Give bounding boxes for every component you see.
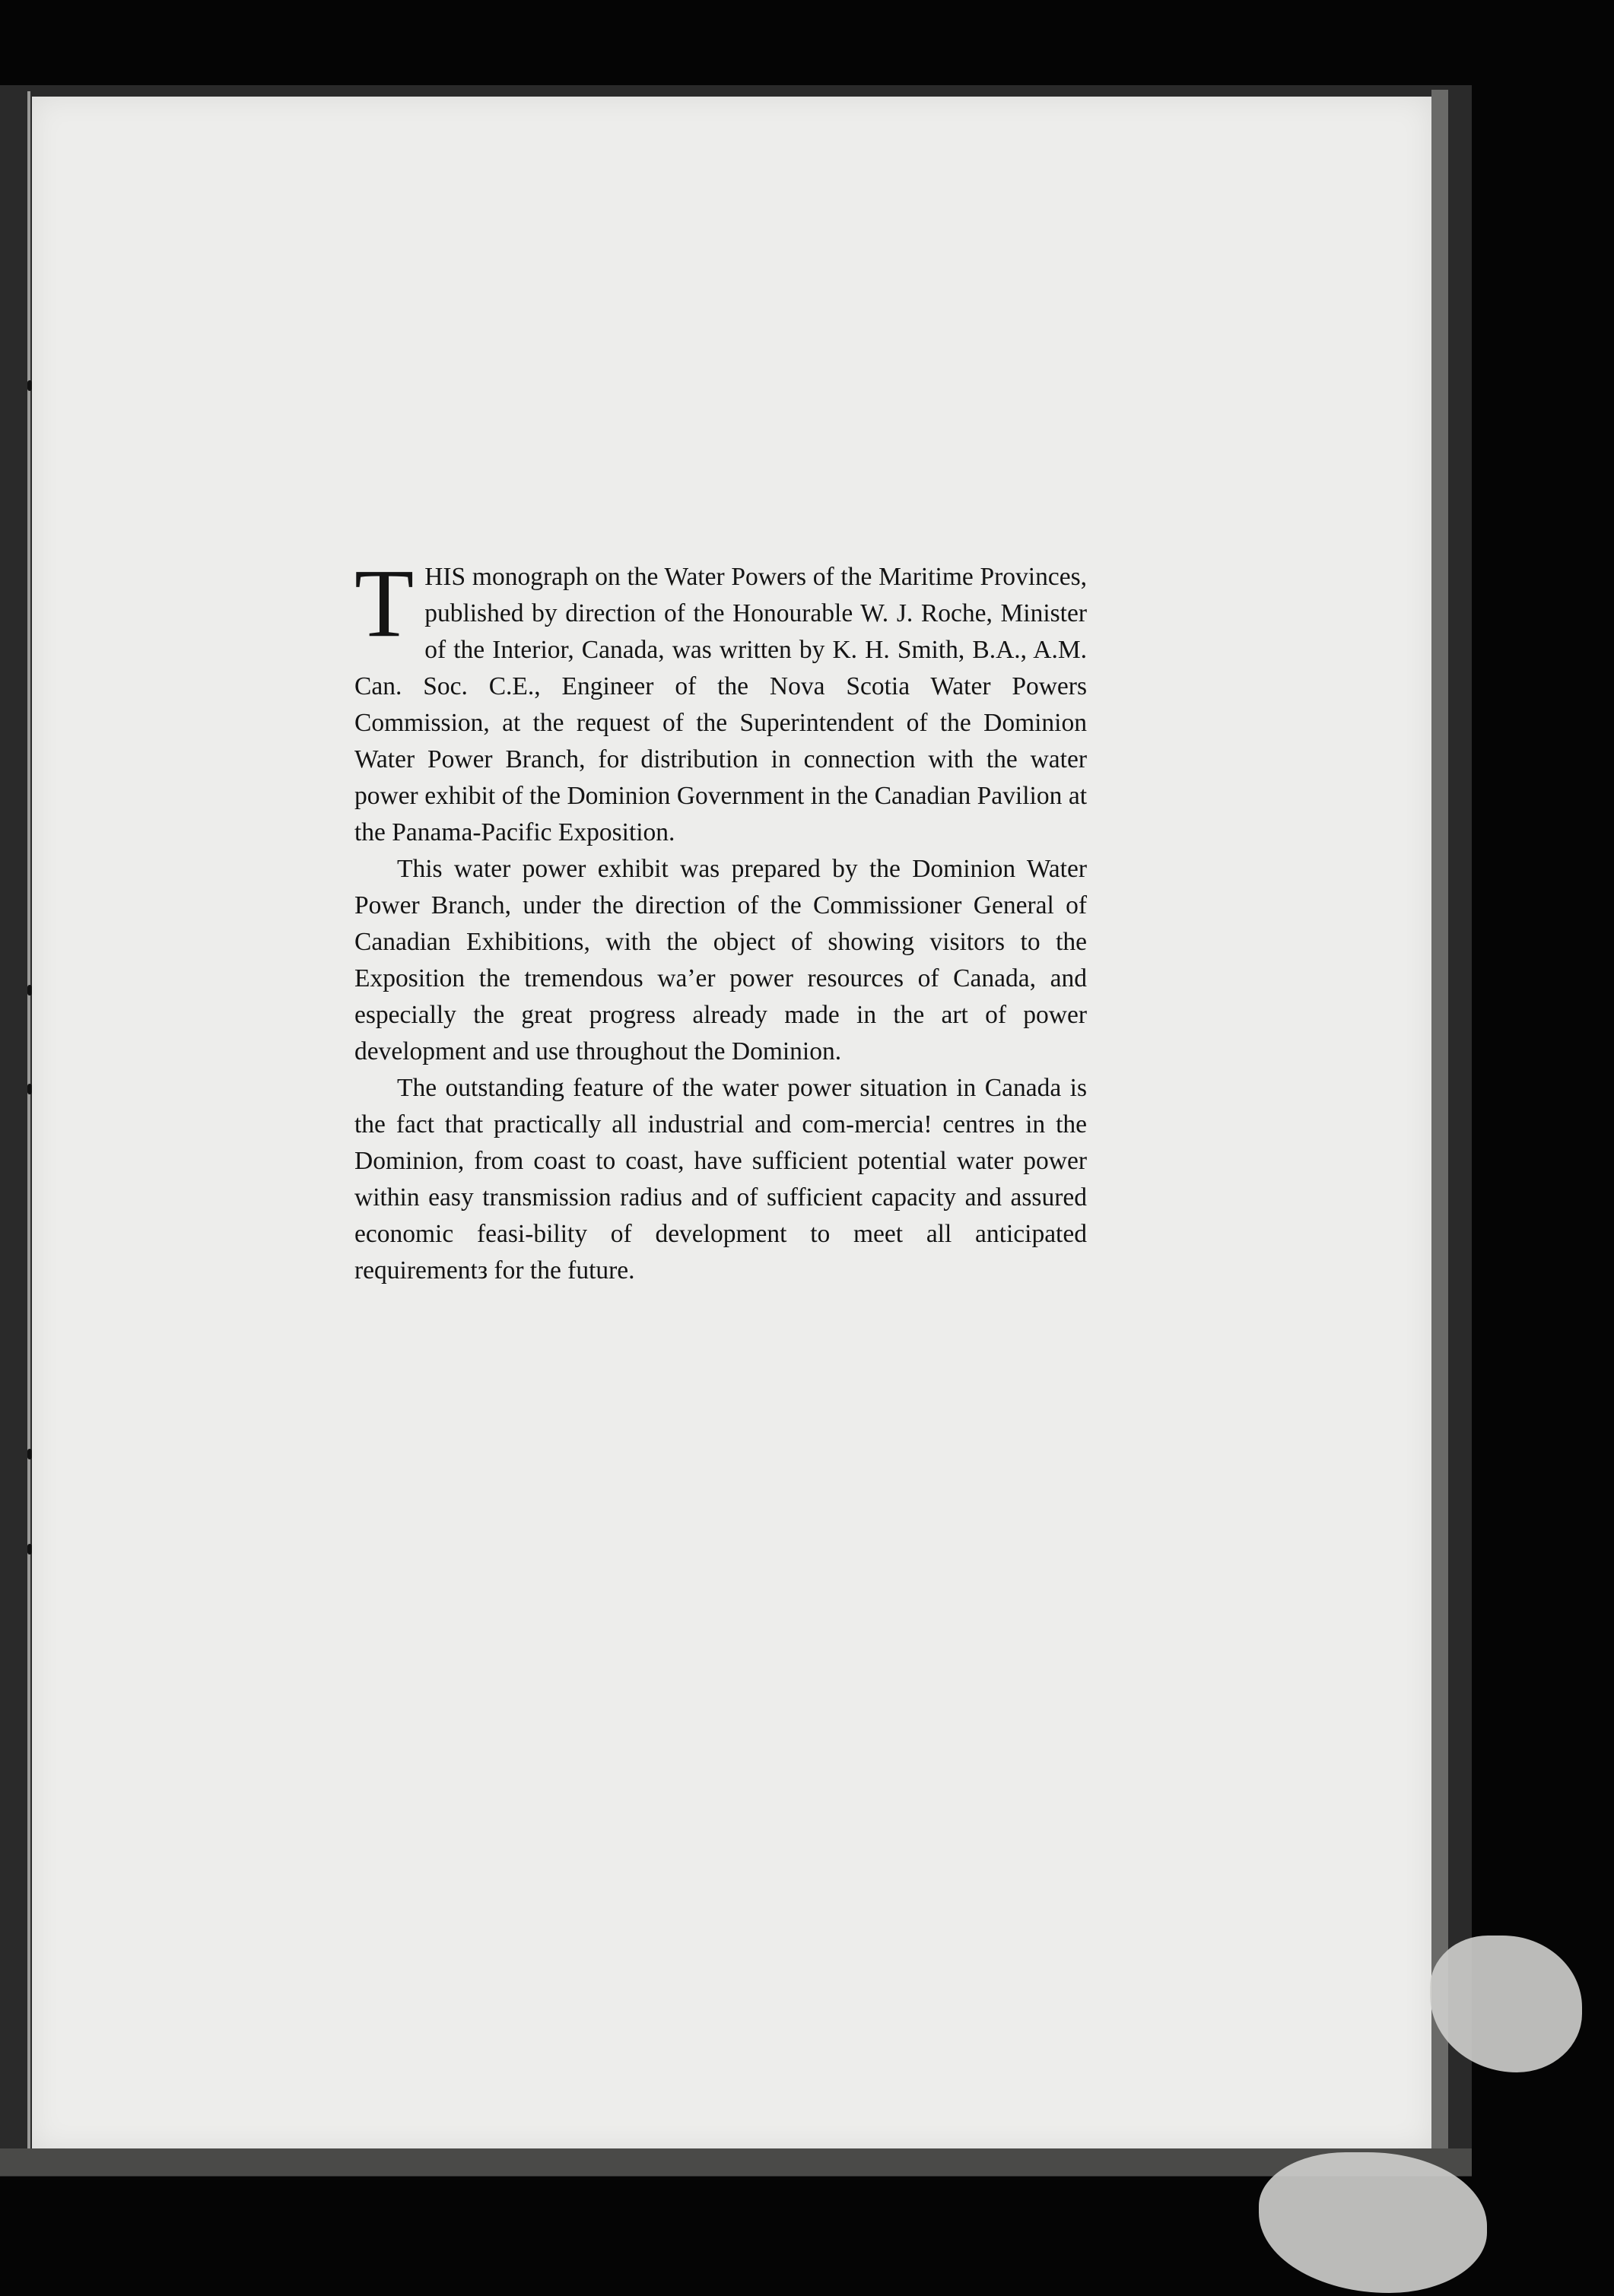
binding-mark [27, 985, 32, 996]
binding-gutter-line [27, 91, 30, 2160]
paragraph-1-text: HIS monograph on the Water Powers of the Maritime Provinces, published by direction of the Honourable W. J. Roche, Minister of the Interior, Canada, was written by K. H. Smith, B.A., A.M. Can. Soc. C.E., Engineer of the Nova Scotia Water Powers Commission, at the request of the Superintendent of the Dominion Water Power Branch, for distribution in connection with the water power exhibit of the Dominion Government in the Canadian Pavilion at the Panama-Pacific Exposition. [354, 563, 1087, 846]
drop-cap: T [354, 549, 415, 657]
page-edge-right [1431, 90, 1448, 2166]
page-edge-bottom [0, 2148, 1472, 2176]
monograph-preface [354, 549, 1087, 1289]
binding-mark [27, 1449, 32, 1459]
paragraph-3: The outstanding feature of the water power situation in Canada is the fact that practically all industrial and com-mercia! centres in the Dominion, from coast to coast, have sufficient potential water power within easy transmission radius and of sufficient capacity and assured economic feasi-bility of development to meet all anticipated requirementз for the future. [354, 1074, 1087, 1285]
paragraph-1 [354, 549, 1087, 851]
paragraph-2: This water power exhibit was prepared by the Dominion Water Power Branch, under the direction of the Commissioner General of Canadian Exhibitions, with the object of showing visitors to the Exposition the tremendous wa’er power resources of Canada, and especially the great progress already made in the art of power development and use throughout the Dominion. [354, 855, 1087, 1065]
binding-mark [27, 380, 32, 391]
binding-mark [27, 1544, 32, 1554]
binding-mark [27, 1084, 32, 1094]
